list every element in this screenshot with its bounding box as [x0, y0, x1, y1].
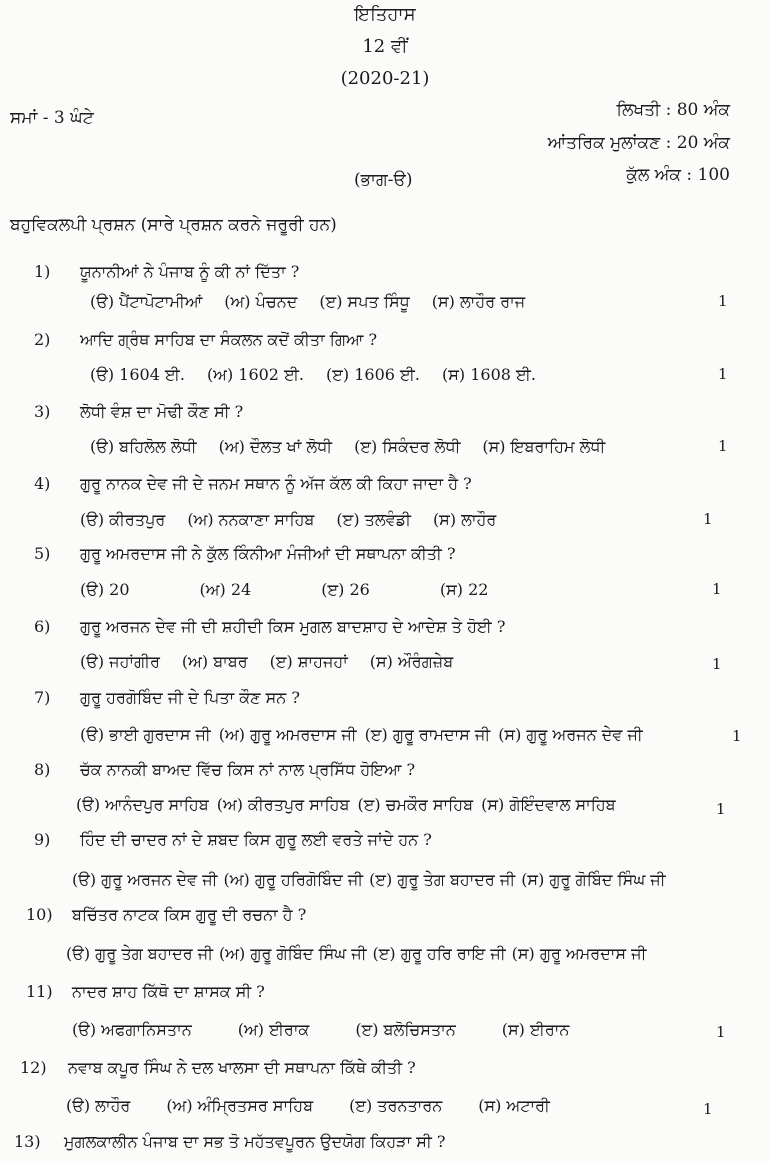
- question-number: 1): [34, 262, 51, 281]
- question-options: [90, 292, 547, 312]
- option-b: (ਅ) ਨਨਕਾਣਾ ਸਾਹਿਬ: [187, 510, 315, 529]
- option-c: (ੲ) ਤਰਨਤਾਰਨ: [349, 1096, 443, 1115]
- question-mark: 1: [718, 365, 728, 383]
- question-options: [76, 795, 616, 815]
- class-label: 12 ਵੀਂ: [362, 36, 408, 57]
- question-options: [72, 1020, 591, 1040]
- question-text: ਗੁਰੂ ਹਰਗੋਬਿੰਦ ਜੀ ਦੇ ਪਿਤਾ ਕੌਣ ਸਨ ?: [80, 688, 300, 707]
- question-text: ਮੁਗਲਕਾਲੀਨ ਪੰਜਾਬ ਦਾ ਸਭ ਤੋ ਮਹੱਤਵਪੂਰਨ ਉਦਯੋਗ ਕਿਹੜਾ ਸੀ ?: [64, 1132, 446, 1151]
- question-number: 11): [26, 982, 53, 1001]
- option-a: (ੳ) ਆਨੰਦਪੁਰ ਸਾਹਿਬ: [76, 795, 209, 814]
- question-options: [80, 725, 643, 745]
- question-options: [66, 1096, 572, 1116]
- option-c: (ੲ) ਸ਼ਾਹਜਹਾਂ: [269, 652, 348, 671]
- question-text: ਯੂਨਾਨੀਆਂ ਨੇ ਪੰਜਾਬ ਨੂੰ ਕੀ ਨਾਂ ਦਿੱਤਾ ?: [80, 262, 300, 281]
- question-text: ਹਿੰਦ ਦੀ ਚਾਦਰ ਨਾਂ ਦੇ ਸ਼ਬਦ ਕਿਸ ਗੁਰੂ ਲਈ ਵਰਤੇ ਜਾਂਦੇ ਹਨ ?: [80, 830, 432, 849]
- question-mark: 1: [712, 580, 722, 598]
- question-text: ਨਵਾਬ ਕਪੂਰ ਸਿੰਘ ਨੇ ਦਲ ਖਾਲਸਾ ਦੀ ਸਥਾਪਨਾ ਕਿੱਥੇ ਕੀਤੀ ?: [68, 1058, 416, 1077]
- option-b: (ਅ) ਈਰਾਕ: [237, 1020, 310, 1039]
- question-text: ਚੱਕ ਨਾਨਕੀ ਬਾਅਦ ਵਿੱਚ ਕਿਸ ਨਾਂ ਨਾਲ ਪ੍ਰਸਿੱਧ ਹੋਇਆ ?: [80, 760, 416, 779]
- question-number: 9): [34, 830, 51, 849]
- option-a: (ੳ) ਪੈਂਟਾਪੋਟਾਮੀਆਂ: [90, 292, 203, 311]
- internal-assessment-marks: ਆਂਤਰਿਕ ਮੁਲਾਂਕਣ : 20 ਅੰਕ: [547, 133, 730, 153]
- option-a: (ੳ) ਕੀਰਤਪੁਰ: [80, 510, 166, 529]
- total-marks: ਕੁੱਲ ਅੰਕ : 100: [626, 165, 730, 185]
- question-text: ਗੁਰੂ ਅਰਜਨ ਦੇਵ ਜੀ ਦੀ ਸ਼ਹੀਦੀ ਕਿਸ ਮੁਗਲ ਬਾਦਸ਼ਾਹ ਦੇ ਆਦੇਸ਼ ਤੇ ਹੋਈ ?: [80, 617, 506, 636]
- option-c: (ੲ) ਗੁਰੂ ਤੇਗ ਬਹਾਦਰ ਜੀ: [369, 870, 516, 889]
- section-title: ਬਹੁਵਿਕਲਪੀ ਪ੍ਰਸ਼ਨ (ਸਾਰੇ ਪ੍ਰਸ਼ਨ ਕਰਨੇ ਜਰੂਰੀ ਹਨ): [10, 215, 337, 235]
- option-b: (ਅ) ਕੀਰਤਪੁਰ ਸਾਹਿਬ: [216, 795, 350, 814]
- question-number: 4): [34, 474, 51, 493]
- option-d: (ਸ) ਈਰਾਨ: [501, 1020, 570, 1039]
- option-c: (ੲ) ਚਮਕੌਰ ਸਾਹਿਬ: [357, 795, 474, 814]
- option-a: (ੳ) ਲਾਹੌਰ: [66, 1096, 131, 1115]
- question-number: 6): [34, 617, 51, 636]
- question-number: 2): [34, 330, 51, 349]
- option-d: (ਸ) ਲਾਹੌਰ ਰਾਜ: [431, 292, 526, 311]
- option-b: (ਅ) ਗੁਰੂ ਅਮਰਦਾਸ ਜੀ: [218, 725, 357, 744]
- question-mark: 1: [712, 655, 722, 673]
- option-d: (ਸ) ਗੁਰੂ ਅਰਜਨ ਦੇਵ ਜੀ: [498, 725, 643, 744]
- option-c: (ੲ) 26: [321, 580, 370, 599]
- question-number: 5): [34, 544, 51, 563]
- question-text: ਗੁਰੂ ਨਾਨਕ ਦੇਵ ਜੀ ਦੇ ਜਨਮ ਸਥਾਨ ਨੂੰ ਅੱਜ ਕੱਲ ਕੀ ਕਿਹਾ ਜਾਦਾ ਹੈ ?: [80, 474, 472, 493]
- option-a: (ੳ) ਗੁਰੂ ਤੇਗ ਬਹਾਦਰ ਜੀ: [66, 944, 214, 963]
- question-mark: 1: [703, 1100, 713, 1118]
- question-mark: 1: [716, 800, 726, 818]
- question-number: 12): [20, 1058, 47, 1077]
- written-marks: ਲਿਖਤੀ : 80 ਅੰਕ: [616, 100, 730, 120]
- option-b: (ਅ) ਅੰਮ੍ਰਿਤਸਰ ਸਾਹਿਬ: [166, 1096, 314, 1115]
- question-text: ਬਚਿੱਤਰ ਨਾਟਕ ਕਿਸ ਗੁਰੂ ਦੀ ਰਚਨਾ ਹੈ ?: [72, 905, 307, 924]
- question-options: [90, 365, 558, 385]
- option-c: (ੲ) ਗੁਰੂ ਰਾਮਦਾਸ ਜੀ: [364, 725, 491, 744]
- option-c: (ੲ) ਸਪਤ ਸਿੰਧੂ: [319, 292, 410, 311]
- option-d: (ਸ) ਲਾਹੌਰ: [432, 510, 497, 529]
- option-a: (ੳ) ਅਫਗਾਨਿਸਤਾਨ: [72, 1020, 192, 1039]
- subject-title: ਇਤਿਹਾਸ: [354, 4, 416, 25]
- option-d: (ਸ) ਗੁਰੂ ਅਮਰਦਾਸ ਜੀ: [511, 944, 647, 963]
- question-number: 7): [34, 688, 51, 707]
- option-d: (ਸ) ਇਬਰਾਹਿਮ ਲੋਧੀ: [482, 437, 606, 456]
- question-mark: 1: [718, 437, 728, 455]
- question-number: 3): [34, 402, 51, 421]
- question-options: [80, 510, 518, 530]
- option-b: (ਅ) 1602 ਈ.: [206, 365, 305, 384]
- option-a: (ੳ) ਗੁਰੂ ਅਰਜਨ ਦੇਵ ਜੀ: [72, 870, 218, 889]
- option-c: (ੲ) ਬਲੋਚਿਸਤਾਨ: [355, 1020, 456, 1039]
- option-d: (ਸ) ਗੁਰੂ ਗੋਬਿੰਦ ਸਿੰਘ ਜੀ: [521, 870, 666, 889]
- part-label: (ਭਾਗ-ੳ): [354, 170, 413, 190]
- question-number: 10): [26, 905, 53, 924]
- question-options: [80, 652, 475, 672]
- option-a: (ੳ) ਭਾਈ ਗੁਰਦਾਸ ਜੀ: [80, 725, 211, 744]
- time-allowed: ਸਮਾਂ - 3 ਘੰਟੇ: [10, 108, 94, 128]
- option-a: (ੳ) ਬਹਿਲੋਲ ਲੋਧੀ: [90, 437, 197, 456]
- option-d: (ਸ) 1608 ਈ.: [441, 365, 536, 384]
- option-a: (ੳ) ਜਹਾਂਗੀਰ: [80, 652, 160, 671]
- option-b: (ਅ) 24: [199, 580, 252, 599]
- question-mark: 1: [703, 510, 713, 528]
- question-mark: 1: [716, 1023, 726, 1041]
- question-text: ਆਦਿ ਗ੍ਰੰਥ ਸਾਹਿਬ ਦਾ ਸੰਕਲਨ ਕਦੋਂ ਕੀਤਾ ਗਿਆ ?: [80, 330, 378, 349]
- option-c: (ੲ) ਸਿਕੰਦਰ ਲੋਧੀ: [354, 437, 461, 456]
- question-mark: 1: [732, 727, 742, 745]
- question-text: ਗੁਰੂ ਅਮਰਦਾਸ ਜੀ ਨੇ ਕੁੱਲ ਕਿੰਨੀਆ ਮੰਜੀਆਂ ਦੀ ਸਥਾਪਨਾ ਕੀਤੀ ?: [80, 544, 456, 563]
- option-b: (ਅ) ਬਾਬਰ: [181, 652, 248, 671]
- question-mark: 1: [718, 292, 728, 310]
- option-a: (ੳ) 1604 ਈ.: [90, 365, 185, 384]
- option-d: (ਸ) ਅਟਾਰੀ: [478, 1096, 550, 1115]
- option-d: (ਸ) ਔਰੰਗਜ਼ੇਬ: [369, 652, 454, 671]
- option-a: (ੳ) 20: [80, 580, 130, 599]
- option-d: (ਸ) 22: [439, 580, 489, 599]
- question-number: 13): [14, 1132, 41, 1151]
- question-text: ਨਾਦਰ ਸ਼ਾਹ ਕਿੱਥੋ ਦਾ ਸ਼ਾਸਕ ਸੀ ?: [72, 982, 265, 1001]
- question-options: [72, 870, 666, 890]
- option-c: (ੲ) ਗੁਰੂ ਹਰਿ ਰਾਇ ਜੀ: [372, 944, 506, 963]
- option-b: (ਅ) ਗੁਰੂ ਗੋਬਿੰਦ ਸਿੰਘ ਜੀ: [219, 944, 367, 963]
- question-options: [66, 944, 646, 964]
- question-options: [90, 437, 627, 457]
- option-c: (ੲ) ਤਲਵੰਡੀ: [336, 510, 411, 529]
- option-b: (ਅ) ਗੁਰੂ ਹਰਿਗੋਬਿੰਦ ਜੀ: [223, 870, 364, 889]
- question-number: 8): [34, 760, 51, 779]
- option-b: (ਅ) ਪੰਚਨਦ: [224, 292, 298, 311]
- option-d: (ਸ) ਗੋਇੰਦਵਾਲ ਸਾਹਿਬ: [481, 795, 616, 814]
- option-c: (ੲ) 1606 ਈ.: [326, 365, 420, 384]
- question-text: ਲੋਧੀ ਵੰਸ਼ ਦਾ ਮੋਢੀ ਕੌਣ ਸੀ ?: [80, 402, 244, 421]
- session-label: (2020-21): [340, 68, 430, 89]
- option-b: (ਅ) ਦੌਲਤ ਖਾਂ ਲੋਧੀ: [218, 437, 333, 456]
- question-options: [80, 580, 510, 600]
